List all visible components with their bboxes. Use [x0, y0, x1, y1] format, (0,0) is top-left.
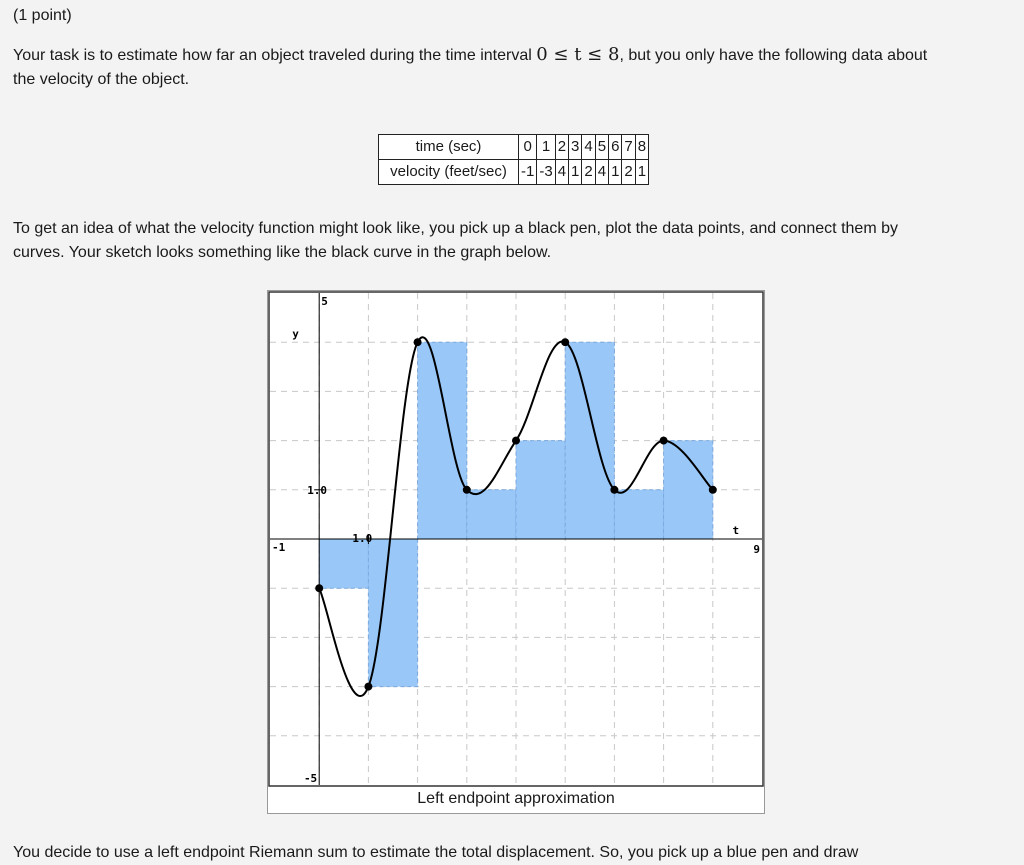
data-point [463, 486, 471, 494]
data-point [512, 437, 520, 445]
y-axis-label: y [292, 327, 299, 341]
graph-panel [267, 290, 765, 814]
footer-text: You decide to use a left endpoint Riemann sum to estimate the total displacement. So, you pick up a blue pen and draw [13, 844, 859, 861]
time-cell: 6 [609, 135, 622, 160]
y-max-label: 5 [321, 295, 328, 308]
data-point [709, 486, 717, 494]
riemann-rectangle [664, 441, 713, 539]
sketch-paragraph-line-2: curves. Your sketch looks something like the black curve in the graph below. [13, 244, 552, 261]
time-cell: 2 [555, 135, 568, 160]
time-cell: 8 [635, 135, 648, 160]
velocity-cell: -1 [519, 160, 537, 185]
velocity-cell: 1 [609, 160, 622, 185]
velocity-row-label: velocity (feet/sec) [379, 160, 519, 185]
intro-line-1 [13, 43, 927, 68]
velocity-chart [268, 291, 764, 787]
intro-text-after: , but you only have the following data about [619, 47, 928, 64]
time-cell: 3 [569, 135, 582, 160]
riemann-rectangle [368, 539, 417, 687]
data-point [414, 338, 422, 346]
y-min-label: -5 [303, 772, 318, 785]
time-interval-math: 0 ≤ t ≤ 8 [536, 44, 620, 65]
riemann-rectangle [516, 441, 565, 539]
velocity-data-table [378, 134, 649, 185]
riemann-rectangle [319, 539, 368, 588]
velocity-cell: 2 [622, 160, 635, 185]
graph-caption: Left endpoint approximation [417, 790, 615, 807]
riemann-rectangle [418, 342, 467, 539]
velocity-row [379, 160, 649, 185]
intro-line-2: the velocity of the object. [13, 71, 190, 88]
x-min-label: -1 [272, 541, 286, 554]
velocity-cell: 2 [582, 160, 595, 185]
riemann-rectangle [565, 342, 614, 539]
velocity-cell: -3 [537, 160, 555, 185]
time-row [379, 135, 649, 160]
intro-text-before: Your task is to estimate how far an object traveled during the time interval [13, 47, 537, 64]
t-axis-label: t [732, 524, 740, 537]
point-value: (1 point) [13, 7, 72, 24]
time-row-label: time (sec) [379, 135, 519, 160]
velocity-cell: 1 [635, 160, 648, 185]
velocity-cell: 4 [595, 160, 608, 185]
time-cell: 4 [582, 135, 595, 160]
data-point [315, 584, 323, 592]
velocity-cell: 4 [555, 160, 568, 185]
riemann-rectangle [614, 490, 663, 539]
data-point [610, 486, 618, 494]
data-point [660, 437, 668, 445]
data-point [561, 338, 569, 346]
data-point [364, 683, 372, 691]
time-cell: 0 [519, 135, 537, 160]
velocity-cell: 1 [569, 160, 582, 185]
time-cell: 5 [595, 135, 608, 160]
x-max-label: 9 [753, 543, 760, 556]
x-tick-label: 1.0 [352, 532, 373, 545]
riemann-rectangle [467, 490, 516, 539]
time-cell: 1 [537, 135, 555, 160]
sketch-paragraph-line-1: To get an idea of what the velocity function might look like, you pick up a black pen, plot the data points, and connect them by [13, 220, 898, 237]
y-tick-label: 1.0 [307, 483, 328, 497]
time-cell: 7 [622, 135, 635, 160]
